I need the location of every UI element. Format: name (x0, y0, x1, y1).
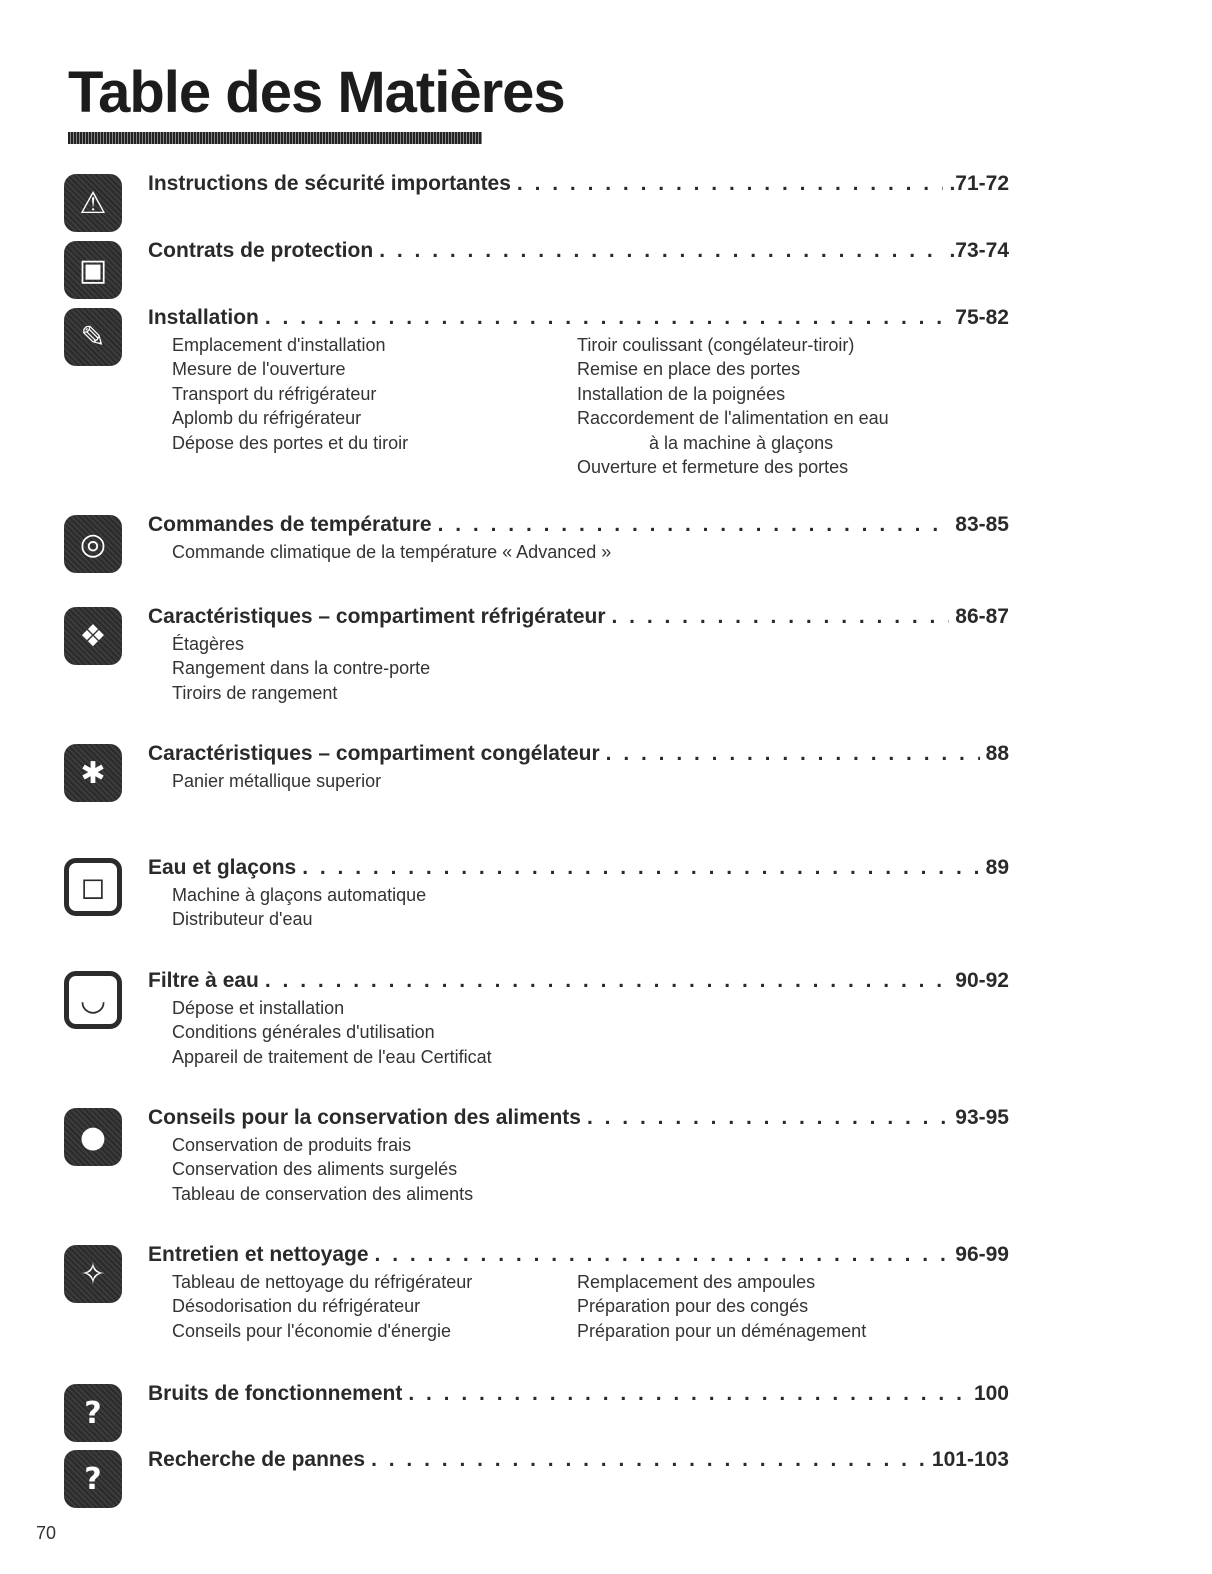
subtopic-list-right (577, 1270, 866, 1343)
toolbox-icon: ▣ (64, 241, 122, 299)
subtopic: Dépose et installation (172, 998, 345, 1018)
leader-dots (265, 969, 949, 993)
subtopic: Tiroirs de rangement (172, 682, 338, 703)
section-heading: Caractéristiques – compartiment congélateur (148, 742, 600, 765)
subtopic: Ouverture et fermeture des portes (577, 456, 849, 477)
water-filter-icon: ◡ (64, 971, 122, 1029)
food-icon: ● (64, 1108, 122, 1166)
subtopic-list (172, 632, 430, 705)
subtopic: Étagères (172, 634, 245, 654)
toc-entry[interactable] (148, 1106, 1009, 1130)
leader-dots (612, 605, 950, 629)
section-heading: Bruits de fonctionnement (148, 1382, 403, 1405)
toc-entry[interactable] (148, 969, 1009, 993)
dial-icon: ◎ (64, 515, 122, 573)
section-heading: Installation (148, 306, 259, 329)
page-title: Table des Matières (68, 60, 565, 125)
toc-entry[interactable] (148, 856, 1009, 880)
page-range: 75-82 (955, 306, 1009, 329)
toc-entry[interactable] (148, 605, 1009, 629)
leader-dots (371, 1448, 926, 1472)
leader-dots (408, 1382, 968, 1406)
subtopic-list (172, 333, 408, 455)
subtopic: Conditions générales d'utilisation (172, 1022, 435, 1043)
subtopic: Panier métallique superior (172, 771, 382, 791)
subtopic: Préparation pour un déménagement (577, 1320, 867, 1341)
subtopic: Appareil de traitement de l'eau Certificat (172, 1046, 492, 1067)
page-number: 70 (36, 1523, 57, 1543)
subtopic: Raccordement de l'alimentation en eau (577, 408, 889, 429)
subtopic-list-right (577, 333, 889, 479)
page-range: 86-87 (955, 605, 1009, 628)
page-range: 101-103 (931, 1448, 1009, 1471)
title-underline (68, 132, 482, 144)
cleaning-icon: ✧ (64, 1245, 122, 1303)
page-range: 90-92 (955, 969, 1009, 992)
section-heading: Commandes de température (148, 513, 432, 536)
toc-entry[interactable] (148, 1382, 1009, 1406)
subtopic: Conservation des aliments surgelés (172, 1159, 458, 1180)
subtopic: Distributeur d'eau (172, 909, 313, 930)
ice-cube-icon: ◻ (64, 858, 122, 916)
subtopic-list (172, 540, 611, 564)
page-range: 89 (985, 856, 1009, 879)
subtopic: à la machine à glaçons (649, 432, 834, 453)
section-heading: Filtre à eau (148, 969, 259, 992)
subtopic: Emplacement d'installation (172, 335, 386, 355)
section-heading: Entretien et nettoyage (148, 1243, 369, 1266)
subtopic: Transport du réfrigérateur (172, 383, 377, 404)
section-heading: Caractéristiques – compartiment réfrigérateur (148, 605, 606, 628)
leader-dots (302, 856, 979, 880)
subtopic-list (172, 1270, 472, 1343)
subtopic: Dépose des portes et du tiroir (172, 432, 409, 453)
leader-dots (438, 513, 950, 537)
subtopic: Commande climatique de la température « Advanced » (172, 542, 612, 562)
subtopic-list (172, 769, 381, 793)
toc-entry[interactable] (148, 172, 1009, 196)
page-range: 96-99 (955, 1243, 1009, 1266)
subtopic-list (172, 883, 426, 932)
section-heading: Conseils pour la conservation des aliments (148, 1106, 581, 1129)
subtopic: Installation de la poignées (577, 383, 786, 404)
toc-entry[interactable] (148, 742, 1009, 766)
toc-entry[interactable] (148, 1243, 1009, 1267)
wrench-icon: ✎ (64, 308, 122, 366)
refrigerator-icon: ❖ (64, 607, 122, 665)
subtopic: Aplomb du réfrigérateur (172, 408, 362, 429)
sound-icon: ? (64, 1384, 122, 1442)
leader-dots (265, 306, 949, 330)
subtopic: Conservation de produits frais (172, 1135, 412, 1155)
leader-dots (606, 742, 980, 766)
subtopic: Remplacement des ampoules (577, 1272, 816, 1292)
leader-dots (587, 1106, 949, 1130)
page-range: .73-74 (949, 239, 1009, 262)
subtopic: Tableau de nettoyage du réfrigérateur (172, 1272, 473, 1292)
leader-dots (517, 172, 944, 196)
subtopic: Mesure de l'ouverture (172, 359, 346, 380)
warning-icon: ⚠ (64, 174, 122, 232)
section-heading: Instructions de sécurité importantes (148, 172, 511, 195)
leader-dots (379, 239, 943, 263)
toc-entry[interactable] (148, 1448, 1009, 1472)
subtopic: Remise en place des portes (577, 359, 801, 380)
subtopic: Machine à glaçons automatique (172, 885, 427, 905)
page-range: .71-72 (949, 172, 1009, 195)
subtopic: Conseils pour l'économie d'énergie (172, 1320, 452, 1341)
toc-entry[interactable] (148, 306, 1009, 330)
subtopic-list (172, 996, 492, 1069)
freezer-icon: ✱ (64, 744, 122, 802)
toc-entry[interactable] (148, 513, 1009, 537)
page-range: 93-95 (955, 1106, 1009, 1129)
section-heading: Eau et glaçons (148, 856, 297, 879)
subtopic: Rangement dans la contre-porte (172, 658, 431, 679)
page-range: 100 (973, 1382, 1009, 1405)
subtopic: Tableau de conservation des aliments (172, 1183, 474, 1204)
subtopic-list (172, 1133, 473, 1206)
section-heading: Recherche de pannes (148, 1448, 366, 1471)
toc-entry[interactable] (148, 239, 1009, 263)
subtopic: Tiroir coulissant (congélateur-tiroir) (577, 335, 855, 355)
page-range: 83-85 (955, 513, 1009, 536)
subtopic: Désodorisation du réfrigérateur (172, 1296, 421, 1317)
section-heading: Contrats de protection (148, 239, 374, 262)
page-range: 88 (985, 742, 1009, 765)
question-icon: ? (64, 1450, 122, 1508)
subtopic: Préparation pour des congés (577, 1296, 809, 1317)
leader-dots (375, 1243, 950, 1267)
